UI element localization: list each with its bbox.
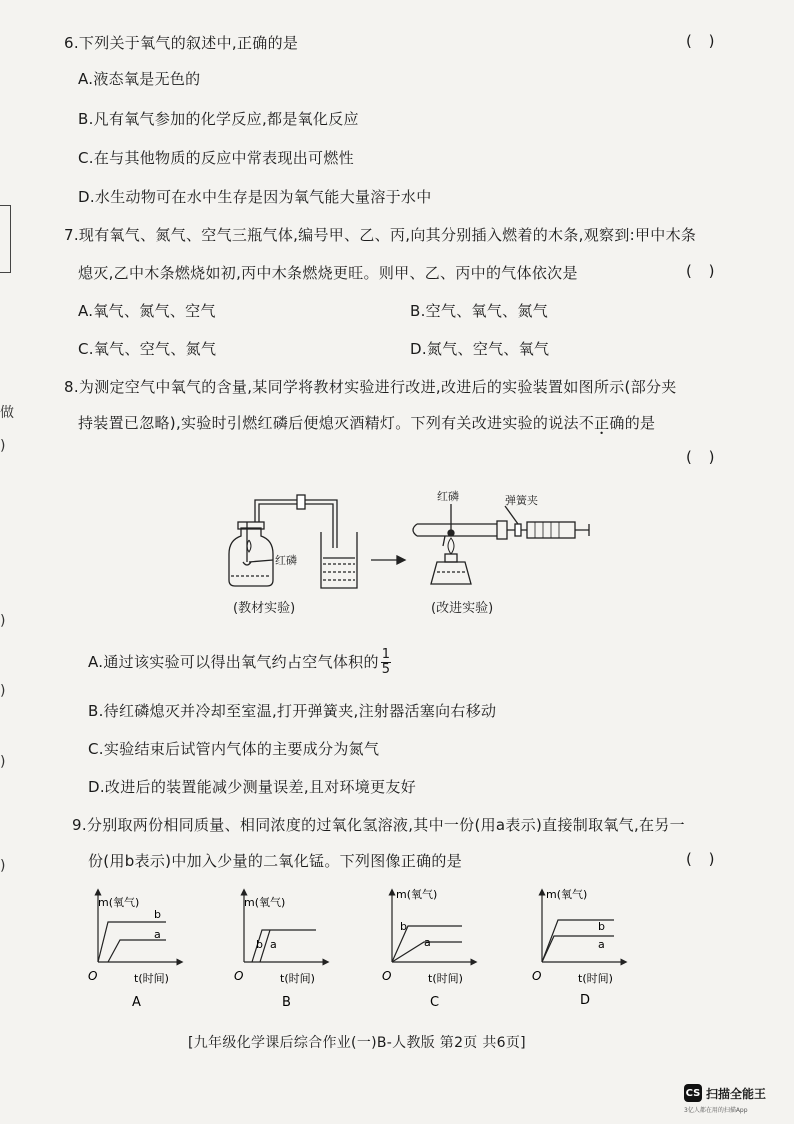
graph-d-origin: O	[532, 969, 542, 983]
graph-d-letter: D	[580, 993, 591, 1008]
q7-stem-line2: 熄灭,乙中木条燃烧如初,丙中木条燃烧更旺。则甲、乙、丙中的气体依次是	[78, 264, 578, 282]
graph-b-a-label: a	[270, 938, 277, 951]
label-red-phosphorus-right: 红磷	[437, 490, 459, 503]
q8-apparatus-figure	[205, 484, 605, 624]
graph-b-letter: B	[282, 995, 291, 1010]
label-red-phosphorus-left: 红磷	[275, 554, 297, 567]
fraction-denominator: 5	[381, 662, 391, 677]
q8-option-b: B.待红磷熄灭并冷却至室温,打开弹簧夹,注射器活塞向右移动	[88, 702, 497, 720]
graph-b-xlabel: t(时间)	[280, 972, 315, 985]
q8-emphasis: 不正确	[578, 414, 625, 432]
fraction-one-fifth	[381, 648, 392, 677]
graph-d-ylabel: m(氧气)	[546, 888, 588, 901]
textbook-apparatus	[229, 495, 357, 588]
graph-a-xlabel: t(时间)	[134, 972, 169, 985]
margin-char: 做	[0, 405, 14, 421]
watermark-subtitle: 3亿人都在用的扫描App	[684, 1107, 748, 1114]
scanner-watermark	[684, 1084, 766, 1102]
margin-paren: )	[0, 613, 6, 629]
graph-c-ylabel: m(氧气)	[396, 888, 438, 901]
q8-option-d: D.改进后的装置能减少测量误差,且对环境更友好	[88, 778, 416, 796]
graph-d	[542, 892, 624, 962]
graph-c-letter: C	[430, 995, 440, 1010]
caption-improved: (改进实验)	[431, 601, 494, 616]
q9-graphs	[84, 884, 644, 1016]
watermark-title: 扫描全能王	[706, 1086, 767, 1101]
q6-option-a: A.液态氧是无色的	[78, 70, 201, 88]
camscanner-logo-icon: CS	[684, 1084, 702, 1102]
margin-fragment	[0, 38, 4, 54]
q8-stem-text: 持装置已忽略),实验时引燃红磷后便熄灭酒精灯。下列有关改进实验的说法	[78, 414, 579, 432]
caption-textbook: (教材实验)	[233, 601, 296, 616]
graph-a-a-label: a	[154, 928, 161, 941]
q7-option-a: A.氧气、氮气、空气	[78, 302, 216, 320]
fraction-numerator: 1	[381, 647, 391, 662]
q6-option-d: D.水生动物可在水中生存是因为氧气能大量溶于水中	[78, 188, 432, 206]
label-spring-clamp: 弹簧夹	[505, 494, 538, 507]
margin-paren: )	[0, 754, 6, 770]
margin-paren: )	[0, 858, 6, 874]
graph-c-origin: O	[382, 969, 392, 983]
page-footer: [九年级化学课后综合作业(一)B-人教版 第2页 共6页]	[188, 1035, 526, 1051]
q6-answer-paren[interactable]: ( )	[686, 32, 721, 50]
q8-stem-line1: 8.为测定空气中氧气的含量,某同学将教材实验进行改进,改进后的实验装置如图所示(部分夹	[64, 378, 677, 396]
q7-option-c: C.氧气、空气、氮气	[78, 340, 217, 358]
q7-option-b: B.空气、氧气、氮气	[410, 302, 549, 320]
graph-a-origin: O	[88, 969, 98, 983]
q7-option-d: D.氮气、空气、氧气	[410, 340, 550, 358]
q7-answer-paren[interactable]: ( )	[686, 262, 721, 280]
graph-c-b-label: b	[400, 920, 407, 933]
graph-b-origin: O	[234, 969, 244, 983]
graph-d-xlabel: t(时间)	[578, 972, 613, 985]
improved-apparatus	[413, 504, 589, 584]
q7-stem-line1: 7.现有氧气、氮气、空气三瓶气体,编号甲、乙、丙,向其分别插入燃着的木条,观察到:甲中木条	[64, 226, 697, 244]
graph-d-b-label: b	[598, 920, 605, 933]
graph-a-ylabel: m(氧气)	[98, 896, 140, 909]
graph-b-ylabel: m(氧气)	[244, 896, 286, 909]
arrow-icon	[371, 556, 405, 564]
margin-paren: )	[0, 438, 6, 454]
q9-stem-line2: 份(用b表示)中加入少量的二氧化锰。下列图像正确的是	[88, 852, 463, 870]
graph-c-a-label: a	[424, 936, 431, 949]
q9-answer-paren[interactable]: ( )	[686, 850, 721, 868]
q6-option-c: C.在与其他物质的反应中常表现出可燃性	[78, 149, 354, 167]
margin-box	[0, 205, 11, 273]
graph-d-a-label: a	[598, 938, 605, 951]
margin-paren: )	[0, 683, 6, 699]
graph-b-b-label: b	[256, 938, 263, 951]
graph-c-xlabel: t(时间)	[428, 972, 463, 985]
q8-option-a	[88, 648, 391, 677]
q9-stem-line1: 9.分别取两份相同质量、相同浓度的过氧化氢溶液,其中一份(用a表示)直接制取氧气,在另一	[72, 816, 685, 834]
q8-option-c: C.实验结束后试管内气体的主要成分为氮气	[88, 740, 380, 758]
q8-stem-tail: 的是	[624, 414, 656, 432]
q6-stem: 6.下列关于氧气的叙述中,正确的是	[64, 34, 299, 52]
graph-a-letter: A	[132, 995, 141, 1010]
q6-option-b: B.凡有氧气参加的化学反应,都是氧化反应	[78, 110, 359, 128]
q8-answer-paren[interactable]: ( )	[686, 448, 721, 466]
graph-a-b-label: b	[154, 908, 161, 921]
q8-stem-line2	[78, 412, 655, 433]
q8-option-a-text: A.通过该实验可以得出氧气约占空气体积的	[88, 653, 379, 671]
